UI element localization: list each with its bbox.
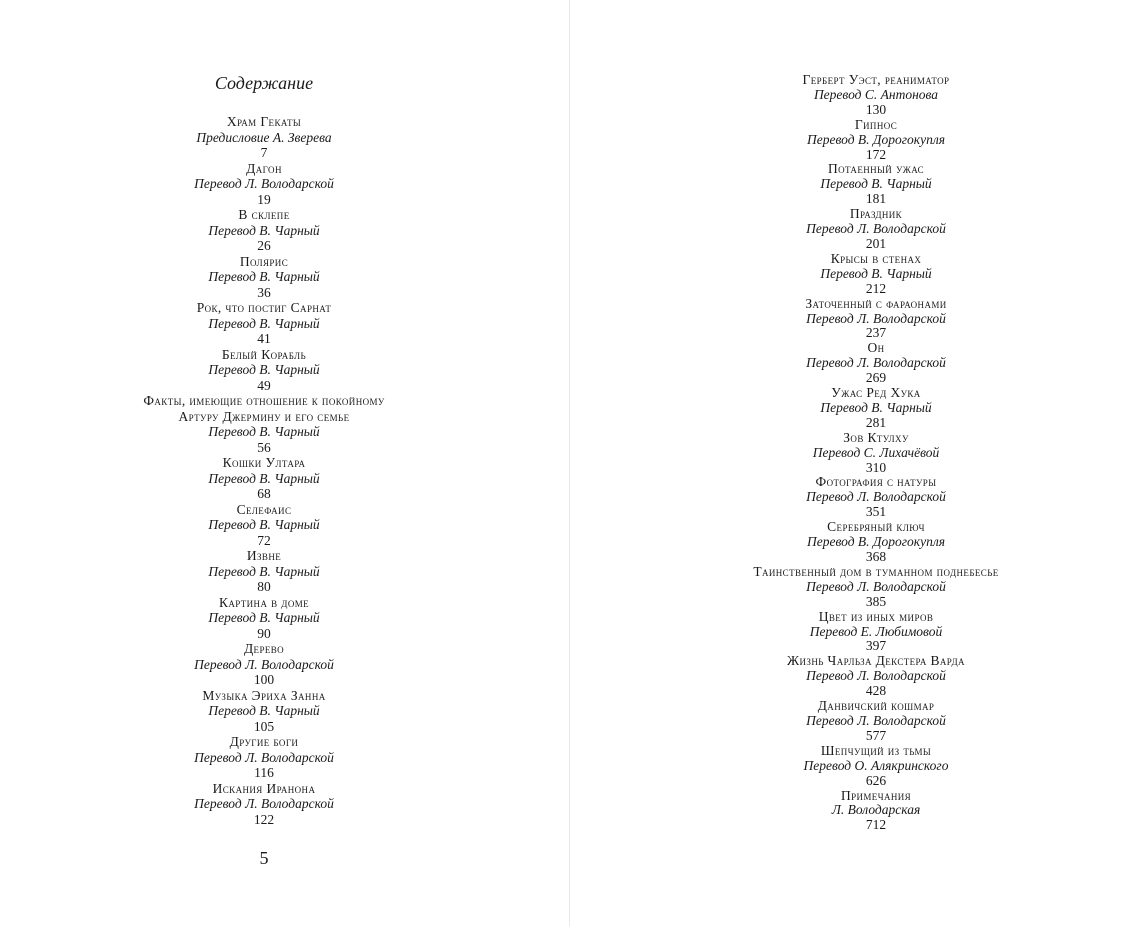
contents-heading: Содержание — [214, 73, 314, 93]
toc-entry-translator: Л. Володарская — [831, 802, 921, 818]
toc-entry[interactable] — [620, 252, 1131, 297]
toc-entry[interactable] — [0, 781, 528, 828]
toc-entry-page: 281 — [865, 414, 887, 430]
toc-entry-title: Дерево — [243, 641, 285, 656]
toc-entry-page: 56 — [257, 439, 271, 455]
toc-entry-translator: Перевод В. Дорогокупля — [806, 534, 945, 550]
toc-entry-translator: Перевод Л. Володарской — [806, 221, 946, 237]
toc-entry[interactable] — [620, 118, 1131, 163]
toc-entry-translator: Перевод Л. Володарской — [806, 489, 946, 505]
toc-entry-translator: Перевод О. Алякринского — [803, 757, 949, 773]
toc-entry-title: Ужас Ред Хука — [831, 385, 921, 401]
toc-entry[interactable] — [620, 699, 1131, 744]
toc-entry[interactable] — [0, 254, 528, 301]
toc-entry-page: 36 — [257, 284, 271, 300]
toc-entry-title: Серебряный ключ — [827, 519, 925, 535]
toc-entry[interactable] — [620, 431, 1131, 476]
toc-entry[interactable] — [620, 73, 1131, 118]
toc-entry-title: Потаенный ужас — [827, 161, 925, 177]
toc-entry-translator: Перевод В. Чарный — [208, 470, 320, 486]
toc-entry-title: Герберт Уэст, реаниматор — [802, 72, 950, 87]
toc-entry-title: Гипнос — [854, 116, 898, 132]
toc-entry[interactable] — [0, 734, 528, 781]
toc-entry-title: Жизнь Чарльза Декстера Варда — [787, 653, 965, 669]
toc-entry-title: Примечания — [840, 787, 912, 803]
toc-entry-page: 105 — [253, 718, 275, 734]
toc-entry[interactable] — [620, 386, 1131, 431]
toc-entry-page: 269 — [865, 370, 887, 386]
toc-entry-translator: Перевод В. Дорогокупля — [806, 131, 945, 147]
toc-entry-translator: Перевод В. Чарный — [208, 517, 320, 532]
toc-entry-title: В склепе — [238, 207, 290, 222]
toc-entry-page: 172 — [865, 146, 887, 162]
toc-entry[interactable] — [620, 789, 1131, 834]
toc-entry-page: 90 — [257, 625, 271, 641]
toc-entry-title: Данвичский кошмар — [817, 698, 935, 714]
toc-entry-title: Заточенный с фараонами — [805, 295, 947, 311]
right-page — [620, 0, 1131, 926]
toc-entry-translator: Перевод Л. Володарской — [194, 176, 334, 191]
toc-entry[interactable] — [0, 595, 528, 642]
toc-entry-page: 100 — [253, 672, 275, 687]
toc-entry-translator: Перевод В. Чарный — [208, 269, 320, 284]
toc-entry-page: 72 — [257, 532, 271, 548]
toc-entry-title: Таинственный дом в туманном поднебесье — [753, 563, 999, 579]
toc-entry[interactable] — [620, 162, 1131, 207]
toc-entry-translator: Перевод С. Антонова — [813, 86, 939, 102]
toc-entry-page: 626 — [865, 772, 887, 788]
toc-entry-title: Зов Ктулху — [843, 429, 909, 445]
toc-entry-translator: Перевод В. Чарный — [208, 222, 320, 238]
toc-entry[interactable] — [0, 207, 528, 254]
toc-entry-page: 310 — [865, 459, 887, 475]
toc-entry-translator: Перевод С. Лихачёвой — [812, 444, 940, 460]
toc-entry[interactable] — [0, 641, 528, 688]
toc-entry-title: Селефаис — [236, 501, 292, 517]
toc-entry-page: 80 — [257, 579, 271, 594]
toc-entry-page: 201 — [865, 235, 887, 251]
page-number: 5 — [259, 848, 269, 868]
toc-entry[interactable] — [620, 297, 1131, 342]
toc-entry-translator: Перевод Л. Володарской — [194, 796, 334, 811]
toc-entry-translator: Перевод В. Чарный — [208, 610, 320, 625]
toc-entry-page: 712 — [865, 817, 887, 833]
toc-entry-title: Музыка Эриха Занна — [202, 687, 326, 703]
toc-entry-page: 428 — [865, 683, 887, 699]
toc-entry-title: Полярис — [239, 253, 289, 269]
toc-entry-translator: Перевод Л. Володарской — [194, 749, 334, 765]
left-page — [0, 0, 528, 926]
toc-entry-translator: Перевод В. Чарный — [208, 315, 320, 331]
toc-entry-translator: Перевод В. Чарный — [208, 424, 320, 439]
toc-entry-title: Картина в доме — [218, 594, 310, 610]
toc-entry-translator: Предисловие А. Зверева — [196, 129, 332, 145]
toc-entry[interactable] — [620, 654, 1131, 699]
toc-entry-page: 130 — [865, 101, 887, 117]
toc-entry[interactable] — [620, 565, 1131, 610]
toc-entry-title: Фотография с натуры — [815, 474, 937, 490]
toc-entry-page: 237 — [865, 325, 887, 341]
toc-entry[interactable] — [0, 455, 528, 502]
toc-entry[interactable] — [0, 300, 528, 347]
toc-entry-translator: Перевод В. Чарный — [820, 176, 932, 192]
toc-entry-page: 26 — [257, 238, 271, 253]
toc-entry-page: 116 — [254, 765, 274, 780]
toc-entry-page: 577 — [865, 727, 887, 743]
toc-entry-page: 368 — [865, 549, 887, 564]
toc-entry[interactable] — [620, 207, 1131, 252]
right-toc-list — [620, 73, 1131, 833]
toc-entry-title: Белый Корабль — [221, 346, 307, 362]
toc-entry-title-line2: Артуру Джермину и его семье — [178, 408, 350, 424]
toc-entry-translator: Перевод В. Чарный — [820, 265, 932, 281]
toc-entry[interactable] — [0, 114, 528, 161]
toc-entry-translator: Перевод Л. Володарской — [806, 355, 946, 371]
toc-entry-title: Дагон — [246, 160, 282, 176]
toc-entry-translator: Перевод Л. Володарской — [806, 668, 946, 684]
toc-entry-title: Кошки Ултара — [222, 455, 306, 470]
toc-entry[interactable] — [0, 347, 528, 394]
toc-entry[interactable] — [620, 610, 1131, 655]
toc-entry-title: Храм Гекаты — [226, 114, 302, 129]
toc-entry[interactable] — [0, 548, 528, 595]
toc-entry-translator: Перевод В. Чарный — [208, 703, 320, 718]
toc-entry-page: 41 — [257, 331, 271, 346]
toc-entry-page: 7 — [260, 145, 268, 160]
toc-entry-title: Другие боги — [229, 734, 299, 749]
toc-entry-title: Крысы в стенах — [830, 250, 922, 266]
toc-entry-title: Шепчущий из тьмы — [820, 742, 932, 758]
toc-entry-page: 19 — [257, 191, 271, 207]
toc-entry-translator: Перевод Е. Любимовой — [809, 623, 943, 639]
toc-entry-translator: Перевод В. Чарный — [208, 563, 320, 579]
toc-entry-page: 122 — [253, 811, 275, 827]
toc-entry-translator: Перевод Л. Володарской — [806, 578, 946, 594]
toc-entry-translator: Перевод Л. Володарской — [806, 310, 946, 326]
toc-entry[interactable] — [620, 520, 1131, 565]
toc-entry[interactable] — [620, 475, 1131, 520]
toc-entry-page: 385 — [865, 593, 887, 609]
toc-entry[interactable] — [0, 161, 528, 208]
toc-entry-translator: Перевод В. Чарный — [208, 362, 320, 377]
toc-entry-page: 68 — [257, 486, 271, 501]
toc-entry-page: 351 — [865, 504, 887, 520]
toc-entry-page: 49 — [257, 377, 271, 393]
toc-entry-translator: Перевод Л. Володарской — [806, 712, 946, 728]
toc-entry[interactable] — [620, 744, 1131, 789]
toc-entry-title: Праздник — [849, 206, 903, 222]
toc-entry[interactable] — [0, 393, 528, 455]
toc-entry-translator: Перевод В. Чарный — [820, 399, 932, 415]
toc-entry-title: Рок, что постиг Сарнат — [196, 300, 332, 315]
toc-entry[interactable] — [0, 688, 528, 735]
toc-entry-title: Искания Иранона — [212, 780, 316, 796]
toc-entry-translator: Перевод Л. Володарской — [194, 656, 334, 672]
toc-entry-page: 397 — [865, 638, 887, 654]
toc-entry-title: Факты, имеющие отношение к покойному — [143, 393, 385, 408]
page-gutter — [569, 0, 570, 926]
toc-entry-page: 181 — [865, 191, 887, 207]
toc-entry-title: Он — [867, 340, 885, 356]
toc-entry[interactable] — [0, 502, 528, 549]
toc-entry-title: Извне — [246, 548, 282, 563]
left-toc-list — [0, 114, 528, 827]
toc-entry-page: 212 — [865, 280, 887, 296]
toc-entry-title: Цвет из иных миров — [818, 608, 934, 624]
toc-entry[interactable] — [620, 341, 1131, 386]
